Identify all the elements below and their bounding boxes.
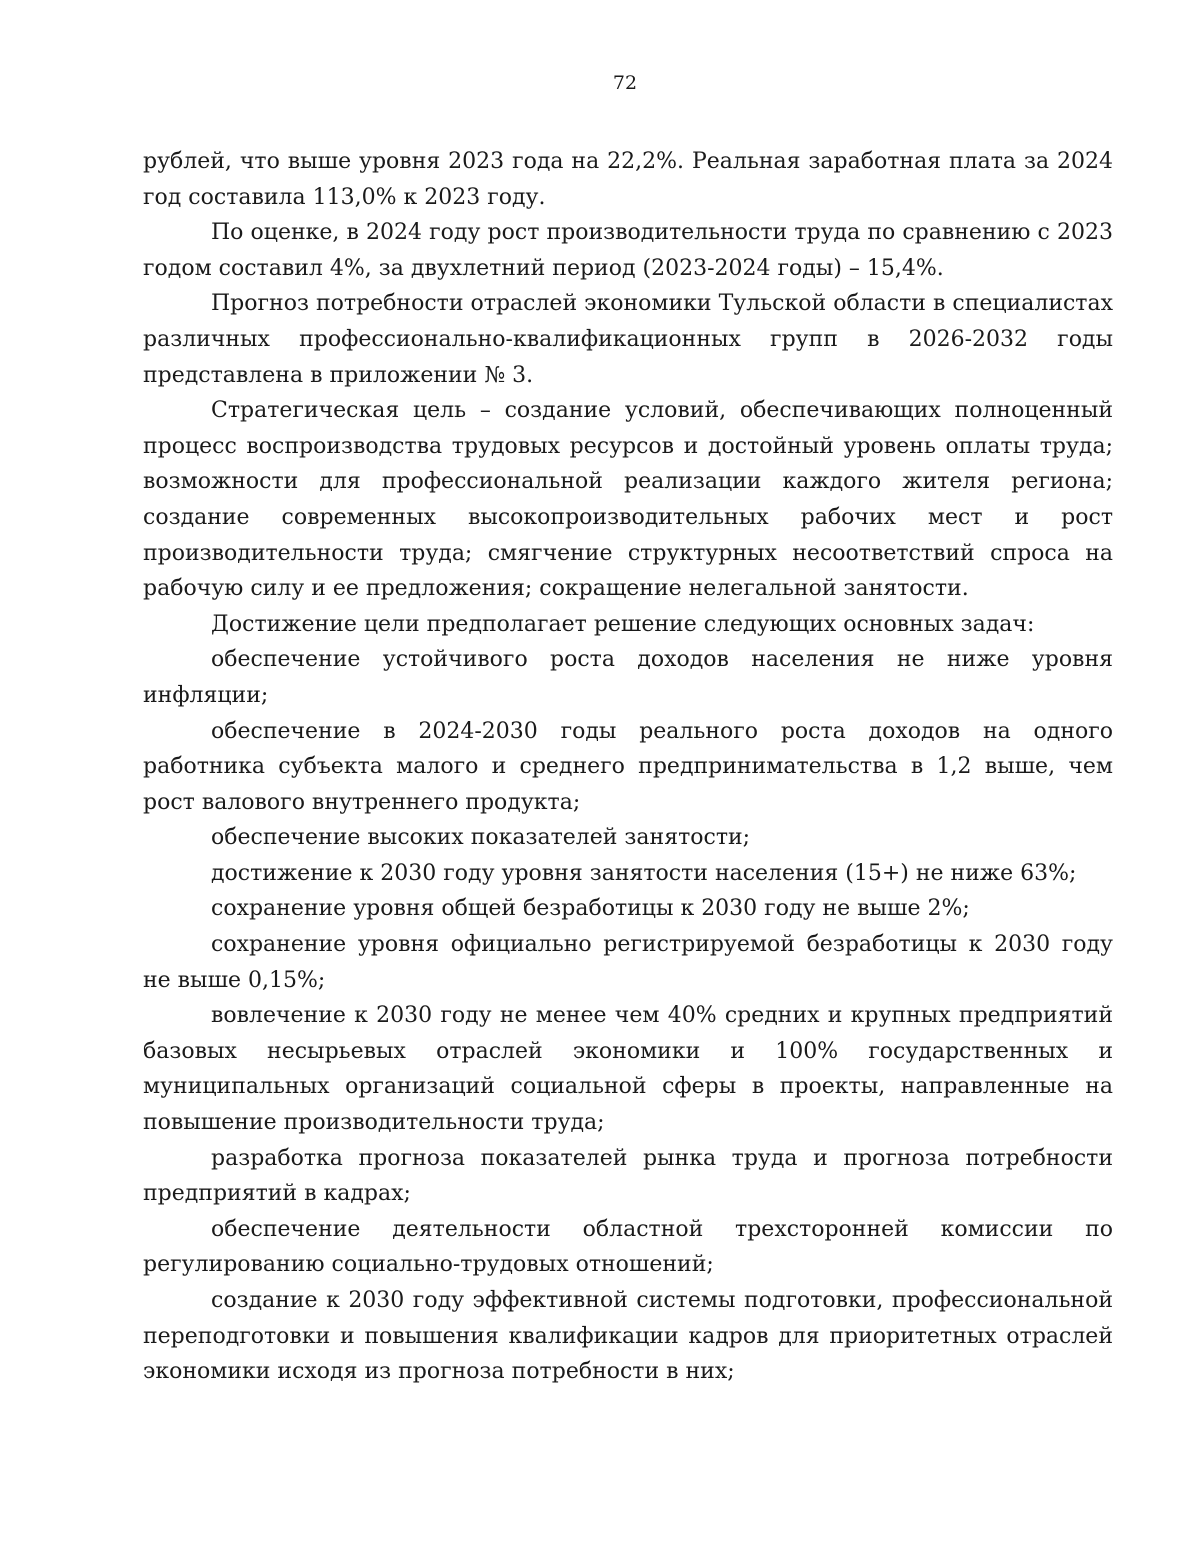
task-tripartite-commission: обеспечение деятельности областной трехсторонней комиссии по регулированию социально-трудовых отношений; <box>143 1216 1113 1278</box>
body-text <box>143 144 1113 1390</box>
task-training-system: создание к 2030 году эффективной системы подготовки, профессиональной переподготовки и повышения квалификации кадров для приоритетных отраслей экономики исходя из прогноза потребности в них; <box>143 1288 1113 1385</box>
paragraph-tasks-intro: Достижение цели предполагает решение следующих основных задач: <box>211 611 1035 637</box>
task-registered-unemployment: сохранение уровня официально регистрируемой безработицы к 2030 году не выше 0,15%; <box>143 932 1113 993</box>
paragraph-productivity-estimate: По оценке, в 2024 году рост производительности труда по сравнению с 2023 годом составил 4%, за двухлетний период (2023-2024 годы) – 15,4%. <box>143 220 1113 281</box>
task-productivity-projects: вовлечение к 2030 году не менее чем 40% средних и крупных предприятий базовых несырьевых отраслей экономики и 100% государственных и муниципальных организаций социальной сферы в проекты, направленные на повышение производительности труда; <box>143 1003 1113 1136</box>
paragraph-specialists-forecast: Прогноз потребности отраслей экономики Тульской области в специалистах различных профессионально-квалификационных групп в 2026-2032 годы представлена в приложении № 3. <box>143 291 1113 388</box>
task-high-employment: обеспечение высоких показателей занятости; <box>211 825 751 851</box>
task-income-growth: обеспечение устойчивого роста доходов населения не ниже уровня инфляции; <box>143 647 1113 708</box>
paragraph-salary-continuation: рублей, что выше уровня 2023 года на 22,2%. Реальная заработная плата за 2024 год составила 113,0% к 2023 году. <box>143 149 1113 210</box>
task-sme-income: обеспечение в 2024-2030 годы реального роста доходов на одного работника субъекта малого и среднего предпринимательства в 1,2 выше, чем рост валового внутреннего продукта; <box>143 718 1113 815</box>
page-number: 72 <box>612 72 638 94</box>
task-labor-market-forecast: разработка прогноза показателей рынка труда и прогноза потребности предприятий в кадрах; <box>143 1145 1113 1207</box>
task-employment-level: достижение к 2030 году уровня занятости населения (15+) не ниже 63%; <box>211 860 1077 886</box>
paragraph-strategic-goal: Стратегическая цель – создание условий, обеспечивающих полноценный процесс воспроизводства трудовых ресурсов и достойный уровень оплаты труда; возможности для профессиональной реализации каждого жителя региона; создание современных высокопроизводительных рабочих мест и рост производительности труда; смягчение структурных несоответствий спроса на рабочую силу и ее предложения; сокращение нелегальной занятости. <box>143 398 1113 602</box>
task-general-unemployment: сохранение уровня общей безработицы к 2030 году не выше 2%; <box>211 896 970 922</box>
